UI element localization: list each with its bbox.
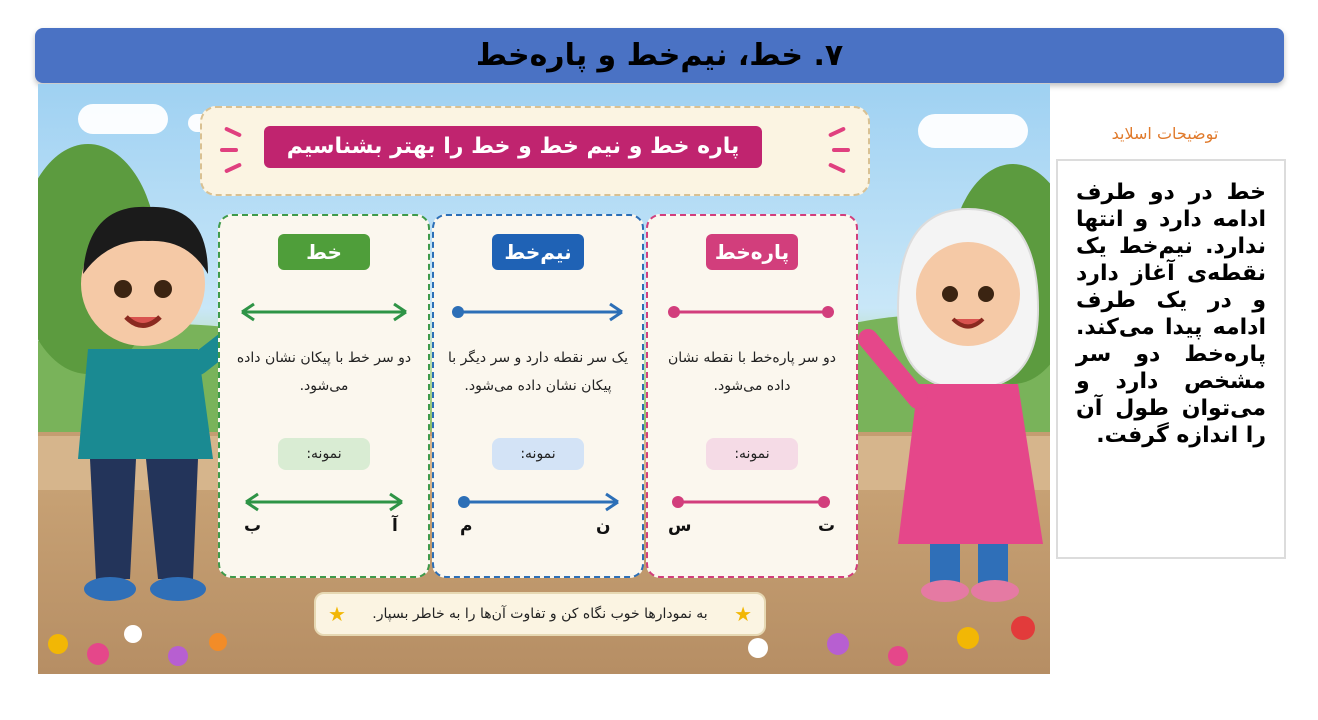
notes-text: خط در دو طرف ادامه دارد و انتها ندارد. نیم‌خط یک نقطه‌ی آغاز دارد و در یک طرف ادامه پیدا می‌کند. پاره‌خط دو سر مشخص دارد و می‌توان طول آن را اندازه گرفت. — [1076, 180, 1266, 448]
slide-title: ۷. خط، نیم‌خط و پاره‌خط — [475, 38, 844, 73]
star-icon: ★ — [328, 602, 346, 626]
segment-card-label: پاره‌خط — [706, 234, 798, 270]
sparkle-icon — [828, 162, 846, 173]
notes-panel — [1056, 159, 1286, 559]
cloud — [78, 104, 168, 134]
slide-title-bar — [35, 28, 1284, 83]
ray-card-label: نیم‌خط — [492, 234, 584, 270]
header-banner — [200, 106, 870, 196]
sparkle-icon — [224, 162, 242, 173]
star-icon: ★ — [734, 602, 752, 626]
sparkle-icon — [832, 148, 850, 152]
line-example-label: نمونه: — [278, 438, 370, 470]
segment-card — [646, 214, 858, 578]
line-description: دو سر خط با پیکان نشان داده می‌شود. — [236, 350, 412, 394]
girl-character — [858, 199, 1050, 619]
ray-point-right: ن — [596, 516, 611, 536]
segment-example-label: نمونه: — [706, 438, 798, 470]
flowers — [38, 604, 1050, 674]
ray-description: یک سر نقطه دارد و سر دیگر با پیکان نشان داده می‌شود. — [447, 350, 629, 394]
cloud — [918, 114, 1028, 148]
sparkle-icon — [828, 126, 846, 137]
slide-illustration — [38, 84, 1050, 674]
line-card-label: خط — [278, 234, 370, 270]
segment-description: دو سر پاره‌خط با نقطه نشان داده می‌شود. — [668, 350, 836, 394]
line-point-right: آ — [392, 516, 398, 536]
sparkle-icon — [224, 126, 242, 137]
ray-example-label: نمونه: — [492, 438, 584, 470]
ray-card — [432, 214, 644, 578]
footer-hint-text: به نمودارها خوب نگاه کن و تفاوت آن‌ها را به خاطر بسپار. — [372, 606, 708, 622]
notes-heading: توضیحات اسلاید — [1111, 124, 1219, 143]
line-card — [218, 214, 430, 578]
ray-point-left: م — [460, 516, 473, 536]
header-title: پاره خط و نیم خط و خط را بهتر بشناسیم — [264, 126, 762, 168]
line-point-left: ب — [244, 516, 262, 536]
segment-point-right: ت — [818, 516, 836, 536]
sparkle-icon — [220, 148, 238, 152]
segment-point-left: س — [668, 516, 692, 536]
